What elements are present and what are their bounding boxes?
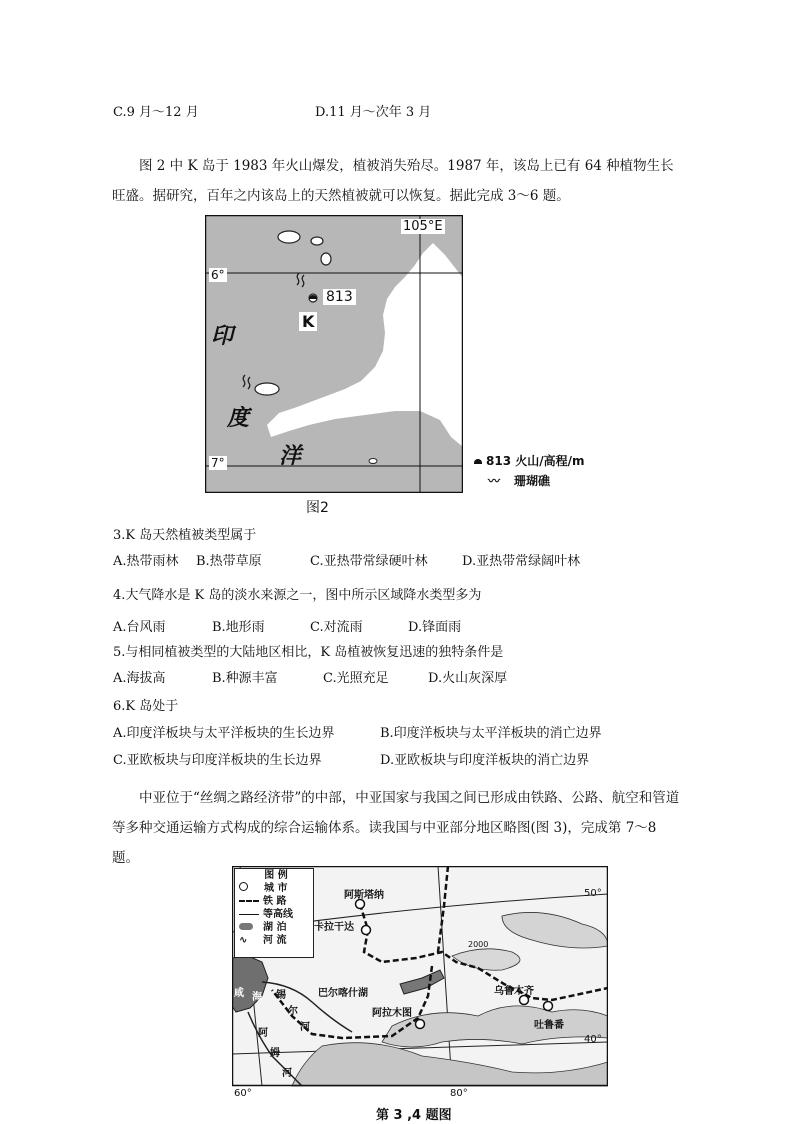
lat-7-label: 7° — [211, 456, 225, 470]
lon-80-label: 80° — [450, 1088, 468, 1099]
volcano-height-label: 813 — [323, 289, 356, 305]
label-astana: 阿斯塔纳 — [344, 890, 384, 901]
lake-icon — [239, 923, 253, 930]
figure-3-caption: 第 3 ,4 题图 — [376, 1108, 452, 1123]
legend-lake: 湖 泊 — [239, 921, 313, 934]
island — [369, 459, 377, 464]
intro-paragraph-2: 中亚位于“丝绸之路经济带”的中部，中亚国家与我国之间已形成由铁路、公路、航空和管道等多种交通运输方式构成的综合运输体系。读我国与中亚部分地区略图(图 3)，完成第 7～8 题。 — [112, 790, 680, 866]
question-6-stem: 6.K 岛处于 — [113, 699, 179, 714]
island — [278, 231, 300, 243]
river1-char-3: 河 — [300, 1022, 310, 1033]
lat-50-label: 50° — [584, 888, 602, 899]
river2-char-2: 姆 — [270, 1048, 280, 1059]
k-island-label: K — [299, 312, 317, 331]
city-karaganda — [362, 926, 371, 935]
figure-3-map — [232, 866, 608, 1124]
intro-paragraph-1: 图 2 中 K 岛于 1983 年火山爆发，植被消失殆尽。1987 年，该岛上已有 64 种植物生长旺盛。据研究，百年之内该岛上的天然植被就可以恢复。据此完成 3～6 题。 — [112, 158, 674, 204]
volcano-icon — [474, 459, 482, 464]
q4-option-d: D.锋面雨 — [408, 620, 462, 635]
label-karaganda: 卡拉干达 — [314, 922, 354, 933]
ocean-char-2: 度 — [227, 405, 250, 431]
label-balkhash: 巴尔喀什湖 — [318, 988, 368, 999]
label-almaty: 阿拉木图 — [372, 1008, 412, 1019]
q3-option-d: D.亚热带常绿阔叶林 — [462, 554, 581, 569]
question-5-stem: 5.与相同植被类型的大陆地区相比，K 岛植被恢复迅速的独特条件是 — [113, 645, 504, 660]
question-3-stem: 3.K 岛天然植被类型属于 — [113, 528, 257, 543]
figure-2-map — [205, 215, 463, 493]
city-turpan — [544, 1002, 553, 1011]
q6-option-a: A.印度洋板块与太平洋板块的生长边界 — [113, 726, 335, 741]
q3-option-a: A.热带雨林 — [113, 554, 179, 569]
reef-icon: 〰 — [488, 474, 501, 488]
lat-6-label: 6° — [211, 268, 225, 282]
lon-60-label: 60° — [234, 1088, 252, 1099]
river2-char-3: 河 — [282, 1068, 292, 1079]
q6-option-c: C.亚欧板块与印度洋板块的生长边界 — [113, 753, 322, 768]
figure-3-legend — [234, 868, 314, 958]
q4-option-a: A.台风雨 — [113, 620, 166, 635]
question-4-stem: 4.大气降水是 K 岛的淡水来源之一，图中所示区域降水类型多为 — [113, 588, 482, 603]
legend-contour: 等高线 — [239, 908, 313, 921]
island — [311, 237, 323, 245]
river1-char-2: 尔 — [288, 1006, 298, 1017]
legend-volcano: 813 火山/高程/m — [474, 452, 585, 472]
q6-option-b: B.印度洋板块与太平洋板块的消亡边界 — [380, 726, 602, 741]
q5-option-c: C.光照充足 — [323, 671, 389, 686]
island — [255, 383, 279, 395]
q4-option-c: C.对流雨 — [310, 620, 363, 635]
city-icon — [239, 882, 248, 891]
contour-icon — [239, 914, 259, 915]
q3-option-b: B.热带草原 — [196, 554, 262, 569]
q6-option-d: D.亚欧板块与印度洋板块的消亡边界 — [380, 753, 590, 768]
q5-option-b: B.种源丰富 — [212, 671, 278, 686]
legend-reef: 〰 珊瑚礁 — [488, 474, 551, 488]
label-urumqi: 乌鲁木齐 — [494, 986, 534, 997]
figure-2-caption: 图2 — [306, 500, 329, 516]
ocean-char-3: 洋 — [279, 443, 302, 469]
lat-40-label: 40° — [584, 1034, 602, 1045]
legend-river: ∿ 河 流 — [239, 935, 287, 946]
ocean-char-1: 印 — [211, 323, 234, 349]
q4-option-b: B.地形雨 — [212, 620, 265, 635]
q5-option-a: A.海拔高 — [113, 671, 166, 686]
railway-icon — [239, 900, 259, 902]
label-sea-1: 咸 — [234, 988, 244, 999]
river1-char-1: 锡 — [276, 990, 286, 1001]
label-turpan: 吐鲁番 — [534, 1020, 564, 1031]
river2-char-1: 阿 — [258, 1028, 268, 1039]
legend-city: 城 市 — [239, 882, 313, 895]
legend-railway: 铁 路 — [239, 895, 313, 908]
city-almaty — [416, 1020, 425, 1029]
label-sea-2: 海 — [252, 992, 262, 1003]
contour-value-label: 2000 — [468, 940, 489, 949]
q3-option-c: C.亚热带常绿硬叶林 — [310, 554, 428, 569]
island — [321, 253, 331, 265]
lon-105-label: 105°E — [403, 219, 443, 234]
q5-option-d: D.火山灰深厚 — [428, 671, 508, 686]
figure-2-legend — [474, 452, 585, 492]
legend-title: 图 例 — [264, 870, 288, 881]
option-d-prev: D.11 月～次年 3 月 — [315, 105, 432, 120]
option-c-prev: C.9 月～12 月 — [113, 105, 199, 120]
river-icon: ∿ — [239, 935, 248, 946]
